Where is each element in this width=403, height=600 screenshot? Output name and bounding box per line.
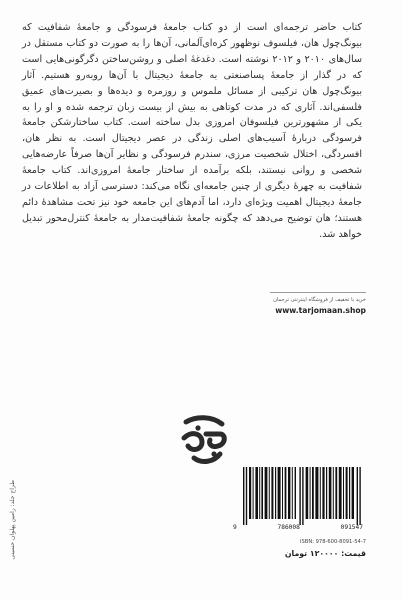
blurb-paragraph: کتاب حاضر ترجمه‌ای است از دو کتاب جامعهٔ فرسودگی و جامعهٔ شفافیت که بیونگ‌چول هان، فیلسوف نوظهور کره‌ای‌آلمانی، آن‌ها را به صورت دو کتاب مستقل در سال‌های ۲۰۱۰ و ۲۰۱۲ نوشته است. دغدغهٔ اصلی و روشن‌ساختن دگرگونی‌هایی است که در گذار از جامعهٔ پساصنعتی به جامعهٔ دیجیتال با آن‌ها روبه‌رو هستیم. آثار بیونگ‌چول هان ترکیبی از مسائل ملموس و روزمره و دیده‌ها و بصیرت‌های عمیق فلسفی‌اند. آثاری که در مدت کوتاهی به بیش از بیست زبان ترجمه شده و او را به یکی از مشهورترین فیلسوفان امروزی بدل ساخته است. کتاب ساختارشکن جامعهٔ فرسودگی دربارهٔ آسیب‌های اصلی زندگی در عصر دیجیتال است. به نظر هان، افسردگی، اختلال شخصیت مرزی، سندرم فرسودگی و نظایر آن‌ها صرفاً عارضه‌هایی شخصی و روانی نیستند، بلکه برآمده از ساختار جامعهٔ امروزی‌اند. کتاب جامعهٔ شفافیت به چهرهٔ دیگری از چنین جامعه‌ای نگاه می‌کند: دسترسی آزاد به اطلاعات در جامعهٔ دیجیتال اهمیت ویژه‌ای دارد، اما آدم‌های این جامعه خود نیز تحت مشاهدهٔ دائم هستند؛ هان توضیح می‌دهد که چگونه جامعهٔ شفافیت‌مدار به جامعهٔ کنترل‌محور تبدیل خواهد شد.	[22, 22, 362, 240]
shop-note: خرید با تخفیف از فروشگاه اینترنتی ترجمان	[273, 297, 366, 303]
barcode-digits	[231, 524, 365, 534]
price-label: قیمت: ۱۲۰۰۰۰ تومان	[284, 549, 366, 558]
shop-url[interactable]: www.tarjomaan.shop	[275, 306, 366, 315]
barcode-digit-group-1: 786008	[277, 524, 300, 531]
divider-line	[270, 292, 366, 293]
barcode-icon	[243, 467, 361, 525]
isbn-label: ISBN: 978-600-8091-54-7	[299, 539, 366, 545]
blurb-text	[22, 20, 362, 243]
cover-designer-credit: طراح جلد: رامین پهلوان حسینی	[9, 480, 16, 560]
barcode-digit-lead: 9	[233, 524, 237, 531]
barcode-block	[231, 467, 365, 536]
tarjomaan-logo-icon	[172, 408, 236, 472]
barcode-digit-group-2: 091547	[340, 524, 363, 531]
